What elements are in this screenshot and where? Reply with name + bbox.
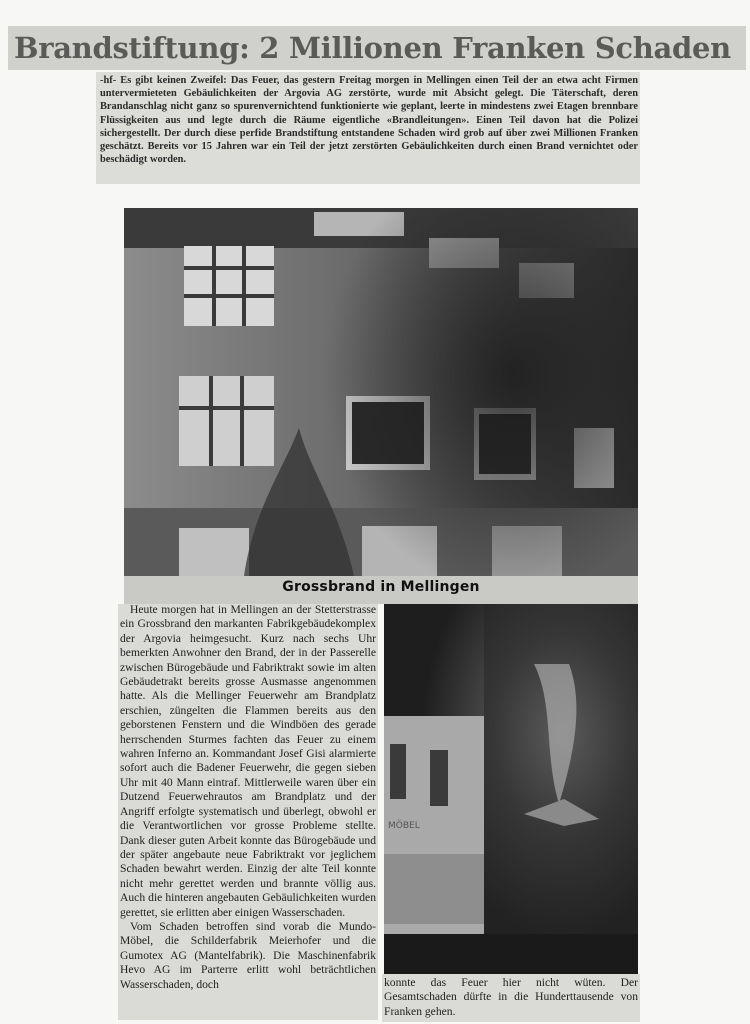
- fire-night-photo: [384, 604, 638, 974]
- photo-caption: Grossbrand in Mellingen: [282, 579, 480, 595]
- fire-building-photo: [124, 208, 638, 576]
- article-headline: Brandstiftung: 2 Millionen Franken Schaden: [14, 31, 731, 65]
- body-paragraph-1: Heute morgen hat in Mellingen an der Stetterstrasse ein Grossbrand den markanten Fabrikgebäudekomplex der Argovia heimgesucht. Kurz nach sechs Uhr bemerkten Anwohner den Brand, der in der Passerelle zwischen Bürogebäude und Fabriktrakt sowie im alten Gebäudetrakt bereits grosse Ausmasse angenommen hatte. Als die Mellinger Feuerwehr am Brandplatz erschien, züngelten die Flammen bereits aus den geborstenen Fenstern und die Windböen des gerade herrschenden Sturmes fachten das Feuer zu einem wahren Inferno an. Kommandant Josef Gisi alarmierte sofort auch die Badener Feuerwehr, die gegen sieben Uhr mit 40 Mann eintraf. Mittlerweile waren über ein Dutzend Feuerwehrautos am Brandplatz und der Angriff erfolgte systematisch und überlegt, obwohl er die Verantwortlichen vor grosse Probleme stellte. Dank dieser guten Arbeit konnte das Bürogebäude und der später angebaute neue Fabriktrakt vor jeglichem Schaden bewahrt werden. Einzig der alte Teil konnte nicht mehr gerettet werden und brannte völlig aus. Auch die hinteren angebauten Gebäulichkeiten wurden gerettet, sie erlitten aber einigen Wasserschaden.: [120, 603, 376, 919]
- fire-building-photo-graphic: [124, 208, 638, 576]
- article-body: [120, 603, 376, 992]
- article-tail: konnte das Feuer hier nicht wüten. Der Gesamtschaden dürfte in die Hunderttausende von Franken gehen.: [384, 976, 638, 1018]
- fire-night-photo-graphic: [384, 604, 638, 974]
- article-lead: -hf- Es gibt keinen Zweifel: Das Feuer, das gestern Freitag morgen in Mellingen einen Teil der an etwa acht Firmen untervermieteten Gebäulichkeiten der Argovia AG zerstörte, wurde mit Absicht gelegt. Die Täterschaft, deren Brandanschlag nicht ganz so spurenvernichtend funktionierte wie geplant, leerte in mindestens zwei Etagen brennbare Flüssigkeiten aus und legte durch die Räume eigentliche «Brandleitungen». Einen Teil davon hat die Polizei sichergestellt. Der durch diese perfide Brandstiftung entstandene Schaden wird grob auf über zwei Millionen Franken geschätzt. Bereits vor 15 Jahren war ein Teil der jetzt zerstörten Gebäulichkeiten durch einen Brand vernichtet oder beschädigt worden.: [100, 75, 638, 166]
- body-paragraph-2: Vom Schaden betroffen sind vorab die Mundo-Möbel, die Schilderfabrik Meierhofer und die Gumotex AG (Mantelfabrik). Die Maschinenfabrik Hevo AG im Parterre erlitt wohl beträchtlichen Wasserschaden, doch: [120, 919, 376, 991]
- building-sign: MÖBEL: [388, 821, 420, 831]
